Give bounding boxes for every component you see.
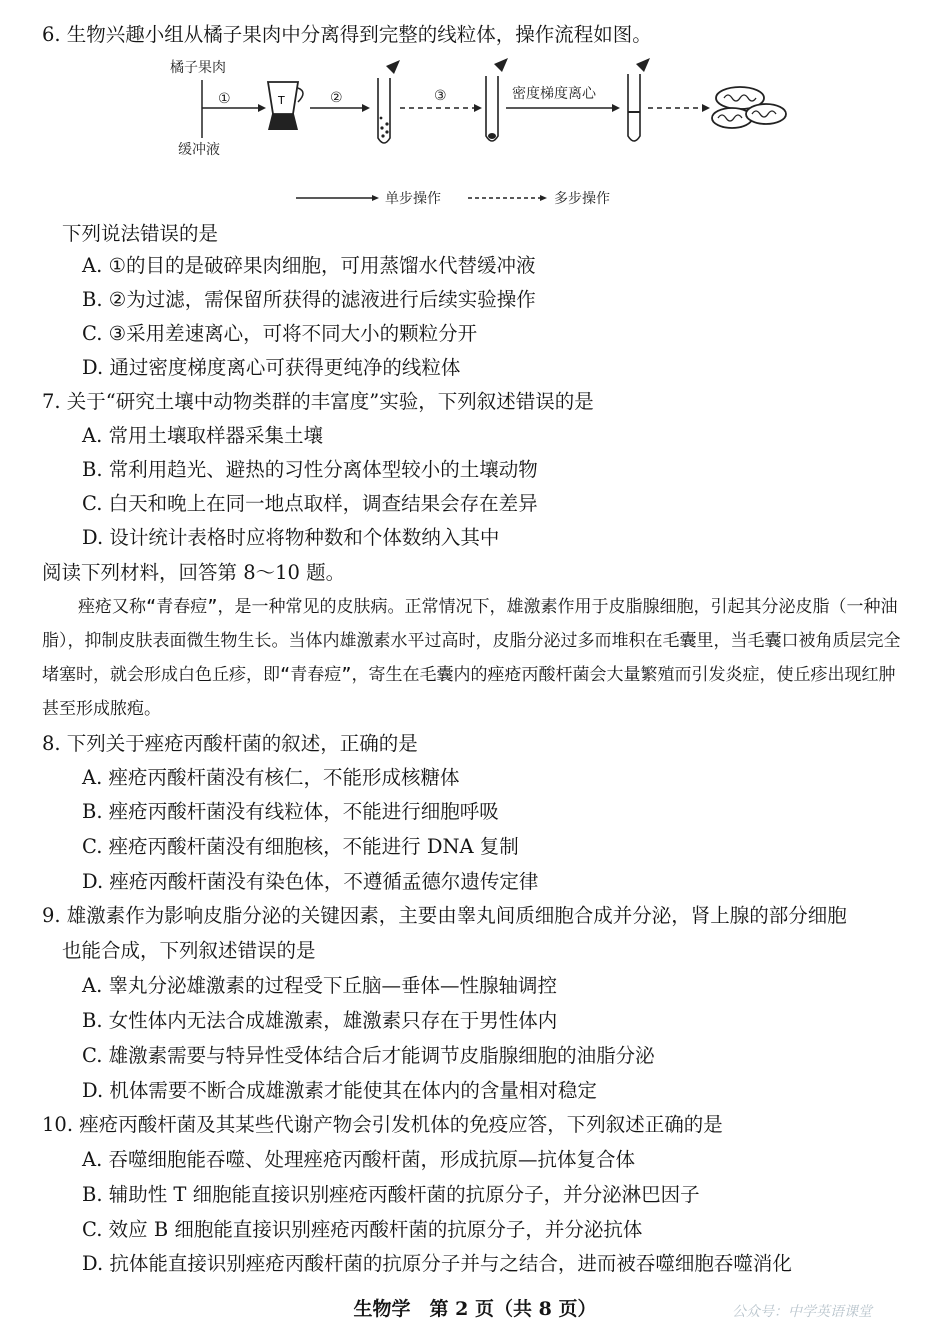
test-tube-icon (378, 60, 400, 143)
diagram-input-bottom: 缓冲液 (178, 142, 220, 158)
legend-dashed-head (540, 195, 547, 201)
q10-option-d: D. 抗体能直接识别痤疮丙酸杆菌的抗原分子并与之结合，进而被吞噬细胞吞噬消化 (82, 1252, 792, 1275)
page-footer: 生物学 第 2 页（共 8 页） (353, 1298, 597, 1320)
step-1-label: ① (218, 91, 231, 107)
q9-option-a: A. 睾丸分泌雄激素的过程受下丘脑—垂体—性腺轴调控 (82, 974, 557, 997)
q8-option-d: D. 痤疮丙酸杆菌没有染色体，不遵循孟德尔遗传定律 (82, 870, 539, 893)
q7-option-d: D. 设计统计表格时应将物种数和个体数纳入其中 (82, 526, 500, 549)
mitochondria-flow-diagram (150, 52, 810, 164)
q7-option-c: C. 白天和晚上在同一地点取样，调查结果会存在差异 (82, 492, 538, 515)
q7-option-a: A. 常用土壤取样器采集土壤 (82, 424, 323, 447)
q9-stem-line2: 也能合成，下列叙述错误的是 (62, 939, 316, 962)
q9-option-c: C. 雄激素需要与特异性受体结合后才能调节皮脂腺细胞的油脂分泌 (82, 1044, 655, 1067)
q6-option-c: C. ③采用差速离心，可将不同大小的颗粒分开 (82, 322, 478, 345)
legend-multi: 多步操作 (554, 191, 610, 207)
q8-stem: 8. 下列关于痤疮丙酸杆菌的叙述，正确的是 (42, 732, 418, 755)
mitochondria-icon (712, 87, 786, 128)
arrow-2-head (362, 104, 370, 112)
arrow-3-head (474, 104, 482, 112)
q9-stem-line1: 9. 雄激素作为影响皮脂分泌的关键因素，主要由睾丸间质细胞合成并分泌，肾上腺的部分细胞 (42, 904, 847, 927)
gradient-tube-icon (628, 58, 650, 141)
q6-option-b: B. ②为过滤，需保留所获得的滤液进行后续实验操作 (82, 288, 536, 311)
q8-option-c: C. 痤疮丙酸杆菌没有细胞核，不能进行 DNA 复制 (82, 835, 519, 858)
centrifuge-tube-icon (486, 58, 508, 141)
q10-option-c: C. 效应 B 细胞能直接识别痤疮丙酸杆菌的抗原分子，并分泌抗体 (82, 1218, 643, 1241)
q6-option-d: D. 通过密度梯度离心可获得更纯净的线粒体 (82, 356, 461, 379)
q10-option-a: A. 吞噬细胞能吞噬、处理痤疮丙酸杆菌，形成抗原—抗体复合体 (82, 1148, 635, 1171)
q8-option-a: A. 痤疮丙酸杆菌没有核仁，不能形成核糖体 (82, 766, 460, 789)
watermark: 公众号：中学英语课堂 (732, 1304, 872, 1320)
diagram-legend (290, 185, 630, 211)
q7-stem: 7. 关于“研究土壤中动物类群的丰富度”实验，下列叙述错误的是 (42, 390, 594, 413)
blender-icon (268, 82, 303, 130)
q10-option-b: B. 辅助性 T 细胞能直接识别痤疮丙酸杆菌的抗原分子，并分泌淋巴因子 (82, 1183, 700, 1206)
q10-stem: 10. 痤疮丙酸杆菌及其某些代谢产物会引发机体的免疫应答，下列叙述正确的是 (42, 1113, 723, 1136)
step-3-label: ③ (434, 88, 447, 104)
reading-paragraph: 痤疮又称“青春痘”，是一种常见的皮肤病。正常情况下，雄激素作用于皮脂腺细胞，引起其分泌皮脂（一种油脂），抑制皮肤表面微生物生长。当体内雄激素水平过高时，皮脂分泌过多而堆积在毛囊里，当毛囊口被角质层完全堵塞时，就会形成白色丘疹，即“青春痘”，寄生在毛囊内的痤疮丙酸杆菌会大量繁殖而引发炎症，使丘疹出现红肿甚至形成脓疱。 (42, 597, 901, 719)
q6-option-a: A. ①的目的是破碎果肉细胞，可用蒸馏水代替缓冲液 (82, 254, 536, 277)
arrow-4-head (612, 104, 620, 112)
q6-stem: 6. 生物兴趣小组从橘子果肉中分离得到完整的线粒体，操作流程如图。 (42, 23, 652, 46)
q9-option-d: D. 机体需要不断合成雄激素才能使其在体内的含量相对稳定 (82, 1079, 597, 1102)
legend-solid-head (372, 195, 379, 201)
svg-text:T: T (278, 94, 285, 107)
arrow-1-head (258, 104, 266, 112)
q6-prompt: 下列说法错误的是 (62, 222, 219, 245)
q8-option-b: B. 痤疮丙酸杆菌没有线粒体，不能进行细胞呼吸 (82, 800, 499, 823)
q7-option-b: B. 常利用趋光、避热的习性分离体型较小的土壤动物 (82, 458, 538, 481)
diagram-input-top: 橘子果肉 (170, 60, 226, 76)
reading-intro: 阅读下列材料，回答第 8～10 题。 (42, 561, 346, 584)
step-2-label: ② (330, 90, 343, 106)
q9-option-b: B. 女性体内无法合成雄激素，雄激素只存在于男性体内 (82, 1009, 558, 1032)
arrow-5-head (702, 104, 710, 112)
step-4-label: 密度梯度离心 (512, 86, 596, 102)
legend-single: 单步操作 (385, 191, 441, 207)
